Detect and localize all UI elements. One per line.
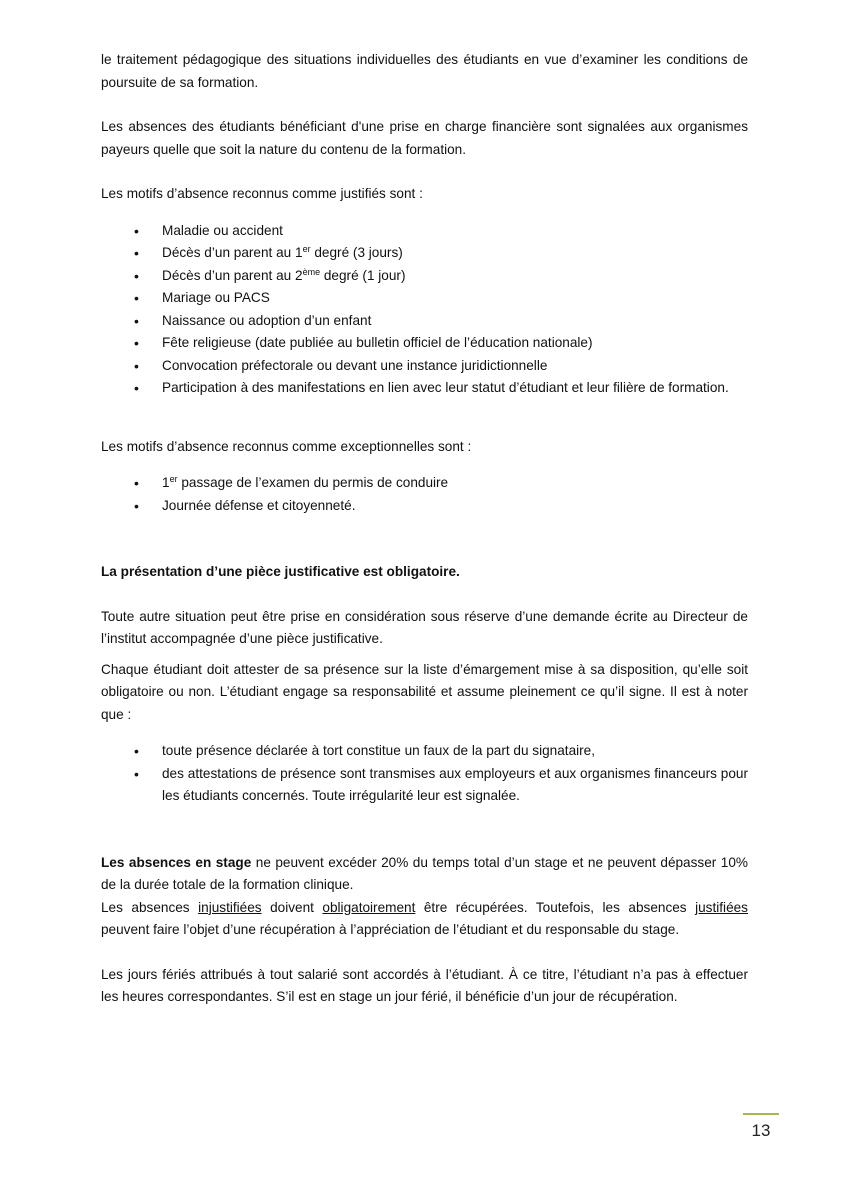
list-item: • 1er passage de l’examen du permis de conduire: [101, 472, 748, 495]
footer-accent-line: [743, 1113, 779, 1115]
intro-paragraph-1: le traitement pédagogique des situations individuelles des étudiants en vue d’examiner les conditions de poursuite de sa formation.: [101, 52, 748, 90]
stage-paragraph-1: Les absences en stage ne peuvent excéder 20% du temps total d’un stage et ne peuvent dépasser 10% de la durée totale de la formation clinique.: [101, 854, 749, 892]
stage-paragraph-2: Les absences injustifiées doivent obligatoirement être récupérées. Toutefois, les absences justifiées peuvent faire l’objet d’une récupération à l’appréciation de l’étudiant et du responsable du stage.: [101, 899, 748, 937]
list-item: • Fête religieuse (date publiée au bulletin officiel de l’éducation nationale): [101, 332, 748, 355]
exceptional-list: [101, 472, 748, 517]
mandatory-notice: La présentation d’une pièce justificative est obligatoire.: [101, 564, 460, 579]
document-body: [101, 49, 748, 1009]
exceptional-intro: Les motifs d’absence reconnus comme exceptionnelles sont :: [101, 438, 472, 454]
page-number: 13: [751, 1121, 771, 1140]
list-item: • Décès d’un parent au 1er degré (3 jours): [101, 242, 748, 265]
attendance-list: [101, 740, 748, 808]
list-item: • Décès d’un parent au 2ème degré (1 jour): [101, 265, 748, 288]
list-item: • Journée défense et citoyenneté.: [101, 495, 748, 518]
list-item: • Participation à des manifestations en lien avec leur statut d’étudiant et leur filière de formation.: [101, 377, 748, 400]
list-item: • Maladie ou accident: [101, 220, 748, 243]
list-item: • Naissance ou adoption d’un enfant: [101, 310, 748, 333]
list-item: • Convocation préfectorale ou devant une instance juridictionnelle: [101, 355, 748, 378]
list-item: • Mariage ou PACS: [101, 287, 748, 310]
list-item: • des attestations de présence sont transmises aux employeurs et aux organismes financeurs pour les étudiants concernés. Toute irrégularité leur est signalée.: [101, 763, 748, 808]
holidays-paragraph: Les jours fériés attribués à tout salarié sont accordés à l’étudiant. À ce titre, l’étudiant n’a pas à effectuer les heures correspondantes. S’il est en stage un jour férié, il bénéficie d’un jour de récupération.: [101, 966, 748, 1004]
list-item: • toute présence déclarée à tort constitue un faux de la part du signataire,: [101, 740, 748, 763]
justified-list: [101, 220, 748, 400]
intro-paragraph-2: Les absences des étudiants bénéficiant d'une prise en charge financière sont signalées aux organismes payeurs quelle que soit la nature du contenu de la formation.: [101, 119, 748, 157]
justified-intro: Les motifs d’absence reconnus comme justifiés sont :: [101, 186, 423, 201]
other-paragraph-2: Chaque étudiant doit attester de sa présence sur la liste d’émargement mise à sa disposition, qu’elle soit obligatoire ou non. L’étudiant engage sa responsabilité et assume pleinement ce qu’il signe. Il est à noter que :: [101, 661, 748, 722]
other-paragraph-1: Toute autre situation peut être prise en considération sous réserve d’une demande écrite au Directeur de l’institut accompagnée d’une pièce justificative.: [101, 608, 748, 646]
